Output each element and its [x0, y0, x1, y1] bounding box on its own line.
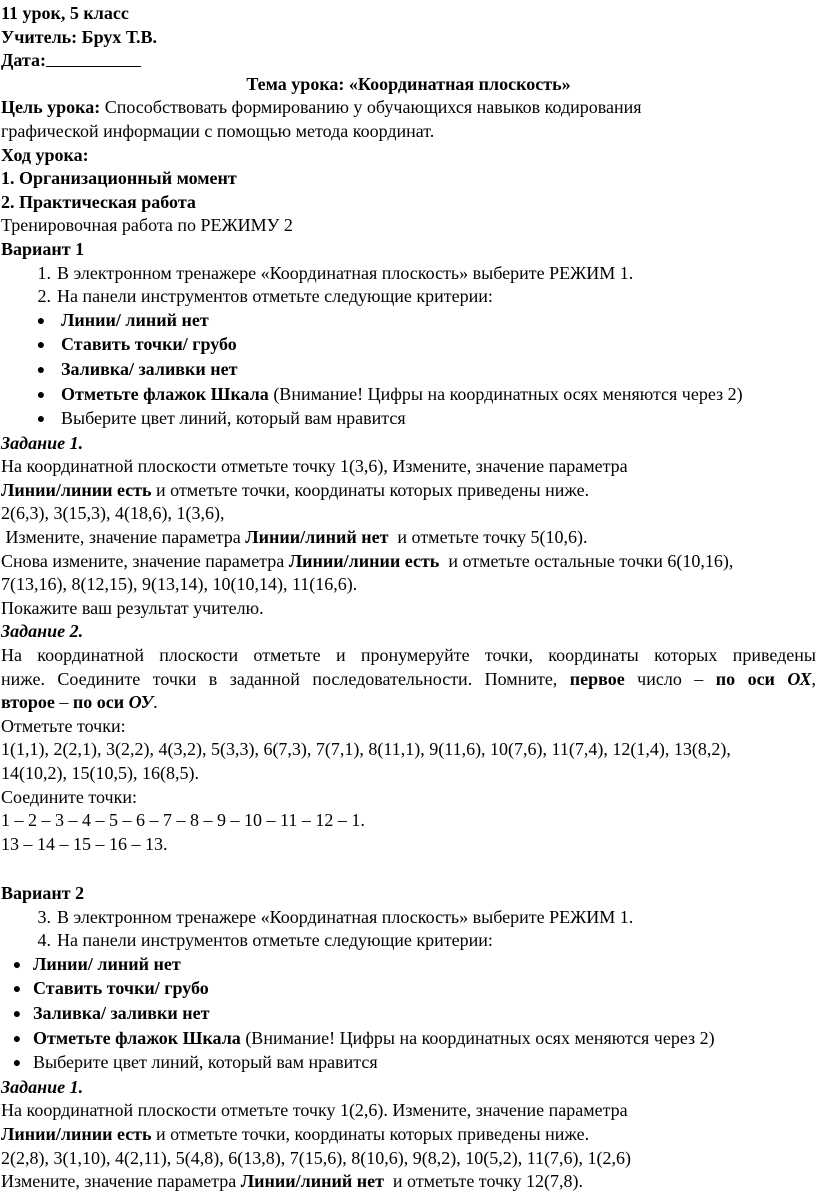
variant-1-bullet-scale	[1, 383, 816, 408]
step-text: В электронном тренажере «Координатная плоскость» выберите РЕЖИМ 1.	[57, 907, 633, 927]
v1-task2-points-2: 14(10,2), 15(10,5), 16(8,5).	[1, 762, 816, 786]
bullet-icon: ●	[1, 978, 33, 1002]
param-lines-off: Линии/линий нет	[245, 527, 388, 547]
progress-heading: Ход урока:	[1, 144, 816, 168]
goal-line-2: графической информации с помощью метода координат.	[1, 120, 816, 144]
step-text: На панели инструментов отметьте следующие критерии:	[57, 930, 493, 950]
variant-1-bullet-points	[1, 333, 816, 358]
bullet-icon: ●	[21, 310, 61, 334]
v1-task2-connect: Соедините точки:	[1, 786, 816, 810]
v1-task2-sequence-1: 1 – 2 – 3 – 4 – 5 – 6 – 7 – 8 – 9 – 10 – 11 – 12 – 1.	[1, 809, 816, 833]
bullet-text: (Внимание! Цифры на координатных осях меняются через 2)	[269, 384, 743, 404]
axis-oy: ОУ	[129, 692, 153, 712]
variant-1-bullet-color	[1, 407, 816, 432]
step-organizational: 1. Организационный момент	[1, 167, 816, 191]
text-span: ниже. Соедините точки в заданной последовательности. Помните,	[1, 669, 570, 689]
bullet-icon: ●	[1, 1003, 33, 1027]
bullet-text: Выберите цвет линий, который вам нравится	[61, 408, 406, 428]
bullet-text-bold: Отметьте флажок Шкала	[61, 384, 269, 404]
bullet-text: Заливка/ заливки нет	[61, 359, 237, 379]
v1-task1-line-6: 7(13,16), 8(12,15), 9(13,14), 10(10,14), 11(16,6).	[1, 573, 816, 597]
axis-ox: ОХ	[787, 669, 811, 689]
bullet-text: Ставить точки/ грубо	[33, 978, 209, 998]
step-number: 3.	[1, 906, 57, 930]
variant-2-bullet-fill	[1, 1002, 816, 1027]
v1-task2-line-3	[1, 691, 816, 715]
v1-task2-sequence-2: 13 – 14 – 15 – 16 – 13.	[1, 833, 816, 857]
param-lines-off: Линии/линий нет	[241, 1171, 384, 1191]
variant-2-step-3	[1, 906, 816, 930]
teacher-name: Учитель: Брух Т.В.	[1, 26, 816, 50]
bullet-icon: ●	[1, 954, 33, 978]
v2-task1-line-1: На координатной плоскости отметьте точку 1(2,6). Измените, значение параметра	[1, 1099, 816, 1123]
training-mode: Тренировочная работа по РЕЖИМУ 2	[1, 214, 816, 238]
v1-task1-line-7: Покажите ваш результат учителю.	[1, 597, 816, 621]
v1-task2-line-2	[1, 668, 816, 692]
text-span: число –	[625, 669, 716, 689]
date-label: Дата:	[1, 50, 46, 70]
variant-2-bullet-lines	[1, 953, 816, 978]
text-span: ,	[812, 669, 816, 689]
bullet-icon: ●	[1, 1028, 33, 1052]
param-lines-on: Линии/линии есть	[289, 551, 440, 571]
bullet-icon: ●	[21, 408, 61, 432]
first-word: первое	[570, 669, 625, 689]
axis-label: по оси	[73, 692, 129, 712]
bullet-icon: ●	[21, 359, 61, 383]
second-word: второе	[1, 692, 55, 712]
bullet-text: Заливка/ заливки нет	[33, 1003, 209, 1023]
variant-2-task-1-title: Задание 1.	[1, 1076, 816, 1100]
v1-task2-mark-points: Отметьте точки:	[1, 715, 816, 739]
step-number: 4.	[1, 929, 57, 953]
bullet-icon: ●	[21, 334, 61, 358]
step-practical: 2. Практическая работа	[1, 191, 816, 215]
text-span: и отметьте точку 5(10,6).	[388, 527, 587, 547]
bullet-text: Линии/ линий нет	[33, 954, 181, 974]
goal-label: Цель урока:	[1, 97, 100, 117]
goal-line-1	[1, 96, 816, 120]
v1-task1-line-4	[1, 526, 816, 550]
lesson-topic: Тема урока: «Координатная плоскость»	[1, 73, 816, 97]
v1-task1-line-5	[1, 550, 816, 574]
step-number: 2.	[1, 285, 57, 309]
step-text: В электронном тренажере «Координатная плоскость» выберите РЕЖИМ 1.	[57, 263, 633, 283]
variant-2-bullet-scale	[1, 1027, 816, 1052]
variant-1-title: Вариант 1	[1, 238, 816, 262]
variant-2-bullet-points	[1, 977, 816, 1002]
v1-task2-points-1: 1(1,1), 2(2,1), 3(2,2), 4(3,2), 5(3,3), 6(7,3), 7(7,1), 8(11,1), 9(11,6), 10(7,6), 11(7,4), 12(1,4), 13(8,2),	[1, 738, 816, 762]
spacer	[1, 856, 816, 880]
v1-task1-line-2	[1, 479, 816, 503]
variant-1-task-1-title: Задание 1.	[1, 432, 816, 456]
text-span: Снова измените, значение параметра	[1, 551, 289, 571]
variant-2-title: Вариант 2	[1, 882, 816, 906]
v1-task1-line-3: 2(6,3), 3(15,3), 4(18,6), 1(3,6),	[1, 502, 816, 526]
variant-1-bullet-lines	[1, 309, 816, 334]
v1-task2-line-1: На координатной плоскости отметьте и пронумеруйте точки, координаты которых приведены	[1, 644, 816, 668]
bullet-text: (Внимание! Цифры на координатных осях меняются через 2)	[241, 1028, 715, 1048]
text-span: и отметьте точки, координаты которых приведены ниже.	[152, 1124, 590, 1144]
v2-task1-line-2	[1, 1123, 816, 1147]
step-text: На панели инструментов отметьте следующие критерии:	[57, 286, 493, 306]
param-lines-on: Линии/линии есть	[1, 1124, 152, 1144]
variant-2-bullet-color	[1, 1051, 816, 1076]
v2-task1-line-4	[1, 1170, 816, 1194]
v2-task1-line-3: 2(2,8), 3(1,10), 4(2,11), 5(4,8), 6(13,8), 7(15,6), 8(10,6), 9(8,2), 10(5,2), 11(7,6), 1(2,6)	[1, 1147, 816, 1171]
text-span: –	[55, 692, 73, 712]
goal-text-1: Способствовать формированию у обучающихся навыков кодирования	[100, 97, 641, 117]
step-number: 1.	[1, 262, 57, 286]
variant-1-task-2-title: Задание 2.	[1, 620, 816, 644]
date-blank	[46, 52, 141, 67]
bullet-icon: ●	[1, 1052, 33, 1076]
text-span: Измените, значение параметра	[1, 1171, 241, 1191]
text-span: и отметьте точки, координаты которых приведены ниже.	[152, 480, 590, 500]
bullet-text: Линии/ линий нет	[61, 310, 209, 330]
bullet-text: Выберите цвет линий, который вам нравится	[33, 1052, 378, 1072]
bullet-icon: ●	[21, 384, 61, 408]
date-line	[1, 49, 816, 73]
lesson-number: 11 урок, 5 класс	[1, 2, 816, 26]
variant-2-step-4	[1, 929, 816, 953]
text-span: и отметьте остальные точки 6(10,16),	[439, 551, 733, 571]
text-span: .	[153, 692, 158, 712]
bullet-text: Ставить точки/ грубо	[61, 334, 237, 354]
variant-1-step-1	[1, 262, 816, 286]
axis-label: по оси	[716, 669, 788, 689]
text-span: Измените, значение параметра	[1, 527, 245, 547]
param-lines-on: Линии/линии есть	[1, 480, 152, 500]
bullet-text-bold: Отметьте флажок Шкала	[33, 1028, 241, 1048]
text-span: и отметьте точку 12(7,8).	[384, 1171, 583, 1191]
variant-1-bullet-fill	[1, 358, 816, 383]
v1-task1-line-1: На координатной плоскости отметьте точку 1(3,6), Измените, значение параметра	[1, 455, 816, 479]
variant-1-step-2	[1, 285, 816, 309]
